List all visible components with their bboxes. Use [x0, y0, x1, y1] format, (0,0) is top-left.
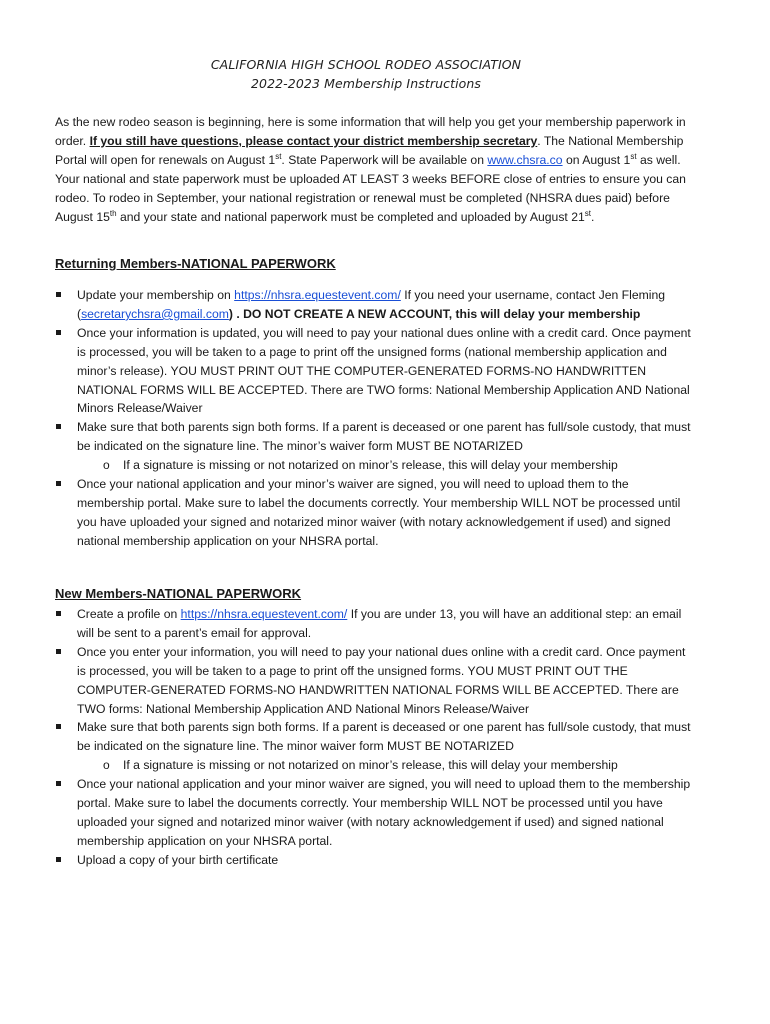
no-new-account-warning: DO NOT CREATE A NEW ACCOUNT, this will delay your membership: [243, 306, 641, 321]
list-item: [55, 605, 695, 643]
list-item: [55, 775, 695, 851]
list-item: [55, 718, 695, 756]
intro-text-7: and your state and national paperwork must be completed and uploaded by August 21: [116, 209, 585, 224]
item-text: Once you enter your information, you will need to pay your national dues online with a credit card. Once payment is processed, you will be taken to a page to print off the unsigned forms. YOU MUST PRINT OUT THE COMPUTER-GENERATED FORMS-NO HANDWRITTEN NATIONAL FORMS WILL BE ACCEPTED. There are TWO forms: National Membership Application AND National Minors Release/Waiver: [77, 644, 686, 716]
item-text: Upload a copy of your birth certificate: [77, 852, 279, 867]
intro-text-4: . State Paperwork will be available on: [281, 152, 488, 167]
intro-sup-st-1: st: [275, 151, 282, 161]
bullet-circle-icon: o: [103, 758, 110, 773]
item-text: Make sure that both parents sign both forms. If a parent is deceased or one parent has full/sole custody, that must be indicated on the signature line. The minor waiver form MUST BE NOTARIZED: [77, 720, 691, 754]
list-item: [55, 286, 695, 324]
intro-text-1: As the new rodeo season is beginning, here is some information that will help you get your membership paperwork in order.: [55, 115, 686, 148]
equestevent-link[interactable]: https://nhsra.equestevent.com/: [234, 288, 401, 302]
returning-members-list: [55, 286, 695, 551]
item-text: If you need your username, contact Jen Fleming (: [77, 288, 666, 321]
bullet-square-icon: [56, 330, 61, 335]
list-item: [55, 643, 695, 719]
item-text: Once your national application and your minor’s waiver are signed, you will need to upload them to the membership portal. Make sure to label the documents correctly. Your membership WILL NOT be processed until you have uploaded your signed and notarized minor waiver (with notary acknowledgement if used) and signed national membership application on your NHSRA portal.: [77, 477, 681, 548]
item-text: Once your national application and your minor waiver are signed, you will need to upload them to the membership portal. Make sure to label the documents correctly. Your membership WILL NOT be processed until you have uploaded your signed and notarized minor waiver (with notary acknowledgement if used) and signed national membership application on your NHSRA portal.: [77, 777, 691, 848]
item-text: If you are under 13, you will have an additional step: an email will be sent to a parent’s email for approval.: [77, 607, 682, 640]
bullet-square-icon: [56, 481, 61, 486]
bullet-circle-icon: o: [103, 458, 110, 473]
item-text: Create a profile on: [77, 607, 181, 621]
sub-list-item: [55, 756, 695, 775]
bullet-square-icon: [56, 611, 61, 616]
intro-text-3: . The National Membership Portal will open for renewals on August 1: [55, 133, 684, 167]
intro-sup-th: th: [109, 208, 117, 218]
intro-sup-st-3: st: [584, 208, 591, 218]
new-members-list: [55, 605, 695, 870]
chsra-link[interactable]: www.chsra.co: [487, 152, 563, 167]
list-item: [55, 324, 695, 419]
returning-members-heading: Returning Members-NATIONAL PAPERWORK: [55, 256, 336, 271]
item-text: Make sure that both parents sign both forms. If a parent is deceased or one parent has full/sole custody, that must be indicated on the signature line. The minor’s waiver form MUST BE NOTARIZED: [77, 420, 691, 454]
document-title: CALIFORNIA HIGH SCHOOL RODEO ASSOCIATION: [210, 57, 522, 72]
item-text: Update your membership on: [77, 288, 235, 302]
bullet-square-icon: [56, 857, 61, 862]
intro-text-5: on August 1: [562, 152, 631, 167]
item-text: If a signature is missing or not notarized on minor’s release, this will delay your membership: [123, 758, 618, 773]
intro-paragraph: [55, 113, 695, 226]
bullet-square-icon: [56, 781, 61, 786]
item-text: ) .: [228, 306, 244, 321]
bullet-square-icon: [56, 424, 61, 429]
document-subtitle: 2022-2023 Membership Instructions: [250, 76, 482, 91]
bullet-square-icon: [56, 292, 61, 297]
intro-contact-note: If you still have questions, please contact your district membership secretary: [89, 133, 538, 148]
equestevent-link[interactable]: https://nhsra.equestevent.com/: [180, 607, 348, 621]
intro-text-8: .: [590, 209, 595, 224]
sub-list-item: [55, 456, 695, 475]
intro-text-6: as well. Your national and state paperwork must be uploaded AT LEAST 3 weeks BEFORE close of entries to ensure you can rodeo. To rodeo in September, your national registration or renewal must be completed (NHSRA dues paid) before August 15: [55, 152, 686, 224]
list-item: [55, 851, 695, 870]
bullet-square-icon: [56, 724, 61, 729]
secretary-email-link[interactable]: secretarychsra@gmail.com: [81, 306, 229, 321]
list-item: [55, 418, 695, 456]
bullet-square-icon: [56, 649, 61, 654]
intro-sup-st-2: st: [630, 151, 637, 161]
item-text: Once your information is updated, you will need to pay your national dues online with a credit card. Once payment is processed, you will be taken to a page to print off the unsigned forms (national membership application and minor’s release). YOU MUST PRINT OUT THE COMPUTER-GENERATED FORMS-NO HANDWRITTEN NATIONAL FORMS WILL BE ACCEPTED. There are TWO forms: National Membership Application AND National Minors Release/Waiver: [77, 325, 691, 416]
new-members-heading: New Members-NATIONAL PAPERWORK: [55, 586, 302, 601]
item-text: If a signature is missing or not notarized on minor’s release, this will delay your membership: [123, 458, 618, 473]
list-item: [55, 475, 695, 551]
